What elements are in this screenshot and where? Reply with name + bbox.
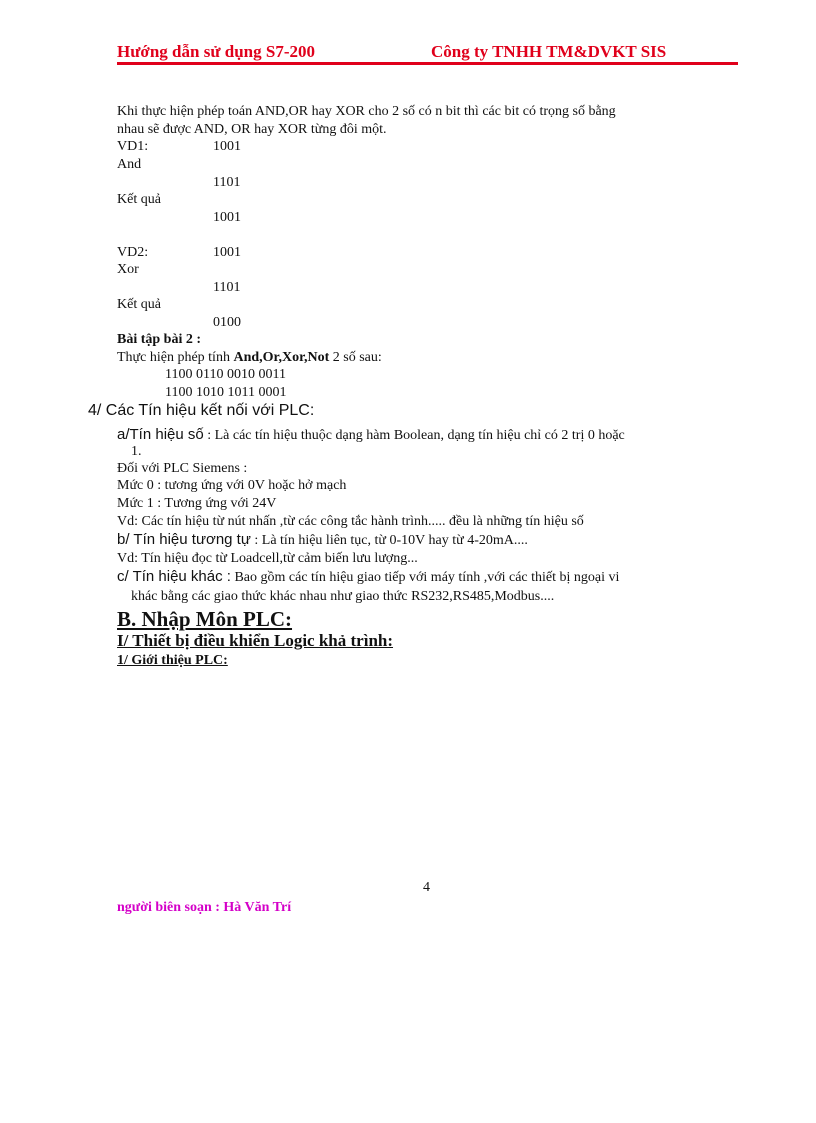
- section-b-subheading-1: I/ Thiết bị điều khiển Logic khả trình:: [117, 631, 394, 650]
- example1-operator: And: [117, 157, 142, 172]
- section-b-subheading-2: 1/ Giới thiệu PLC:: [117, 653, 228, 668]
- header-rule: [117, 62, 738, 65]
- example2-operand-a: 1001: [213, 245, 241, 260]
- footer-author: người biên soạn : Hà Văn Trí: [117, 900, 292, 915]
- header-right-title: Công ty TNHH TM&DVKT SIS: [431, 42, 667, 61]
- other-signal-desc-cont: khác bằng các giao thức khác nhau như giao thức RS232,RS485,Modbus....: [131, 589, 555, 604]
- analog-signal-desc: : Là tín hiệu liên tục, từ 0-10V hay từ 4-20mA....: [250, 533, 528, 548]
- page-number: 4: [423, 880, 430, 895]
- example2-operator: Xor: [117, 262, 139, 277]
- example1-result-label: Kết quả: [117, 192, 161, 207]
- example1-result: 1001: [213, 210, 241, 225]
- siemens-line: Đối với PLC Siemens :: [117, 461, 248, 476]
- exercise-prompt-text: Thực hiện phép tính: [117, 350, 234, 365]
- intro-line-1: Khi thực hiện phép toán AND,OR hay XOR cho 2 số có n bit thì các bit có trọng số bằng: [117, 104, 616, 119]
- digital-signal-term: a/Tín hiệu số: [117, 426, 204, 443]
- other-signal-term: c/ Tín hiệu khác :: [117, 568, 231, 585]
- header-left-title: Hướng dẫn sử dụng S7-200: [117, 42, 315, 61]
- example1-label: VD1:: [117, 139, 149, 154]
- exercise-prompt-suffix: 2 số sau:: [329, 350, 382, 365]
- exercise-prompt: [117, 350, 382, 366]
- example1-operand-a: 1001: [213, 139, 241, 154]
- exercise-number-2: 1100 1010 1011 0001: [165, 385, 287, 400]
- level-0-line: Mức 0 : tương ứng với 0V hoặc hở mạch: [117, 478, 347, 493]
- digital-signal-desc: : Là các tín hiệu thuộc dạng hàm Boolean, dạng tín hiệu chỉ có 2 trị 0 hoặc: [203, 428, 625, 443]
- example2-result-label: Kết quả: [117, 297, 161, 312]
- exercise-number-1: 1100 0110 0010 0011: [165, 367, 286, 382]
- digital-signal-line: [117, 426, 625, 444]
- other-signal-line: [117, 568, 619, 586]
- example2-label: VD2:: [117, 245, 149, 260]
- exercise-prompt-operations: And,Or,Xor,Not: [233, 350, 330, 365]
- example2-operand-b: 1101: [213, 280, 241, 295]
- analog-signal-line: [117, 531, 528, 549]
- example2-result: 0100: [213, 315, 241, 330]
- signals-heading: 4/ Các Tín hiệu kết nối với PLC:: [88, 402, 315, 419]
- digital-example: Vd: Các tín hiệu từ nút nhấn ,từ các công tắc hành trình..... đều là những tín hiệu số: [117, 514, 584, 529]
- section-b-title: B. Nhập Môn PLC:: [117, 607, 293, 631]
- intro-line-2: nhau sẽ được AND, OR hay XOR từng đôi một.: [117, 122, 387, 137]
- level-1-line: Mức 1 : Tương ứng với 24V: [117, 496, 277, 511]
- example1-operand-b: 1101: [213, 175, 241, 190]
- exercise-title: Bài tập bài 2 :: [117, 332, 202, 347]
- analog-example: Vd: Tín hiệu đọc từ Loadcell,từ cảm biến lưu lượng...: [117, 551, 418, 566]
- other-signal-desc: Bao gồm các tín hiệu giao tiếp với máy tính ,với các thiết bị ngoại vi: [230, 570, 620, 585]
- analog-signal-term: b/ Tín hiệu tương tự: [117, 531, 251, 548]
- digital-signal-desc-cont: 1.: [131, 444, 142, 459]
